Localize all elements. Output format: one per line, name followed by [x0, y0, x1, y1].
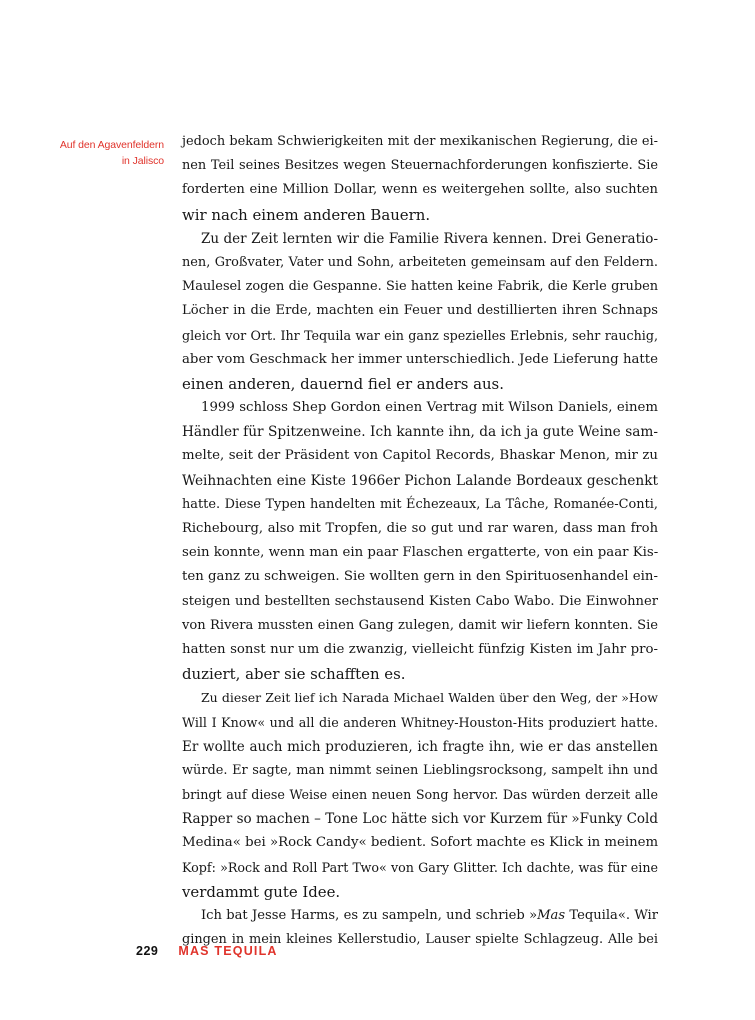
text-line: Will I Know« und all die anderen Whitney-Houston-Hits produziert hatte.	[182, 714, 658, 730]
text-line: nen, Großvater, Vater und Sohn, arbeiteten gemeinsam auf den Feldern.	[182, 254, 658, 270]
text-line: verdammt gute Idee.	[182, 882, 341, 901]
text-line: Zu der Zeit lernten wir die Familie Rivera kennen. Drei Generatio-	[201, 230, 658, 247]
page-number: 229	[136, 944, 159, 958]
text-line: Händler für Spitzenweine. Ich kannte ihn, da ich ja gute Weine sam-	[182, 424, 658, 441]
page-footer	[136, 944, 278, 958]
text-line: sein konnte, wenn man ein paar Flaschen ergatterte, von ein paar Kis-	[182, 545, 659, 561]
text-line: Medina« bei »Rock Candy« bedient. Sofort machte es Klick in meinem	[182, 835, 659, 851]
margin-note-line: Auf den Agavenfeldern	[59, 139, 164, 151]
text-line: nen Teil seines Besitzes wegen Steuernachforderungen konfiszierte. Sie	[182, 158, 658, 174]
body-text	[182, 130, 658, 952]
text-line: Weihnachten eine Kiste 1966er Pichon Lalande Bordeaux geschenkt	[182, 472, 658, 489]
text-line: Er wollte auch mich produzieren, ich fragte ihn, wie er das anstellen	[182, 738, 658, 755]
text-line: Kopf: »Rock and Roll Part Two« von Gary Glitter. Ich dachte, was für eine	[182, 859, 658, 875]
text-line: duziert, aber sie schafften es.	[182, 665, 406, 684]
text-line: Zu dieser Zeit lief ich Narada Michael Walden über den Weg, der »How	[201, 690, 658, 706]
text-line: würde. Er sagte, man nimmt seinen Lieblingsrocksong, sampelt ihn und	[182, 762, 658, 778]
text-line: forderten eine Million Dollar, wenn es weitergehen sollte, also suchten	[182, 182, 658, 198]
running-head: MAS TEQUILA	[178, 944, 278, 958]
text-line: jedoch bekam Schwierigkeiten mit der mexikanischen Regierung, die ei-	[182, 134, 658, 149]
text-line: wir nach einem anderen Bauern.	[182, 205, 431, 224]
text-line: Rapper so machen – Tone Loc hätte sich vor Kurzem für »Funky Cold	[182, 811, 658, 828]
text-line: gleich vor Ort. Ihr Tequila war ein ganz spezielles Erlebnis, sehr rauchig,	[182, 327, 658, 343]
text-line: hatten sonst nur um die zwanzig, vielleicht fünfzig Kisten im Jahr pro-	[182, 641, 658, 657]
text-line: Ich bat Jesse Harms, es zu sampeln, und schrieb »Mas Tequila«. Wir	[201, 908, 658, 923]
text-line: von Rivera mussten einen Gang zulegen, damit wir liefern konnten. Sie	[182, 617, 658, 633]
text-line: ten ganz zu schweigen. Sie wollten gern in den Spirituosenhandel ein-	[182, 569, 658, 585]
text-line: bringt auf diese Weise einen neuen Song hervor. Das würden derzeit alle	[182, 787, 658, 803]
text-line: Maulesel zogen die Gespanne. Sie hatten keine Fabrik, die Kerle gruben	[182, 279, 658, 295]
text-line: einen anderen, dauernd fiel er anders aus.	[182, 374, 504, 393]
text-line: hatte. Diese Typen handelten mit Échezeaux, La Tâche, Romanée-Conti,	[182, 496, 658, 512]
margin-note	[40, 137, 164, 169]
text-line: 1999 schloss Shep Gordon einen Vertrag mit Wilson Daniels, einem	[201, 400, 658, 416]
text-line: Richebourg, also mit Tropfen, die so gut und rar waren, dass man froh	[182, 521, 658, 536]
text-line: Löcher in die Erde, machten ein Feuer und destillierten ihren Schnaps	[182, 303, 658, 319]
text-line: aber vom Geschmack her immer unterschiedlich. Jede Lieferung hatte	[182, 351, 658, 367]
text-line: melte, seit der Präsident von Capitol Records, Bhaskar Menon, mir zu	[182, 448, 658, 464]
margin-note-line: in Jalisco	[121, 155, 164, 167]
text-line: steigen und bestellten sechstausend Kisten Cabo Wabo. Die Einwohner	[182, 593, 658, 609]
text-line: gingen in mein kleines Kellerstudio, Lauser spielte Schlagzeug. Alle bei	[182, 932, 658, 948]
